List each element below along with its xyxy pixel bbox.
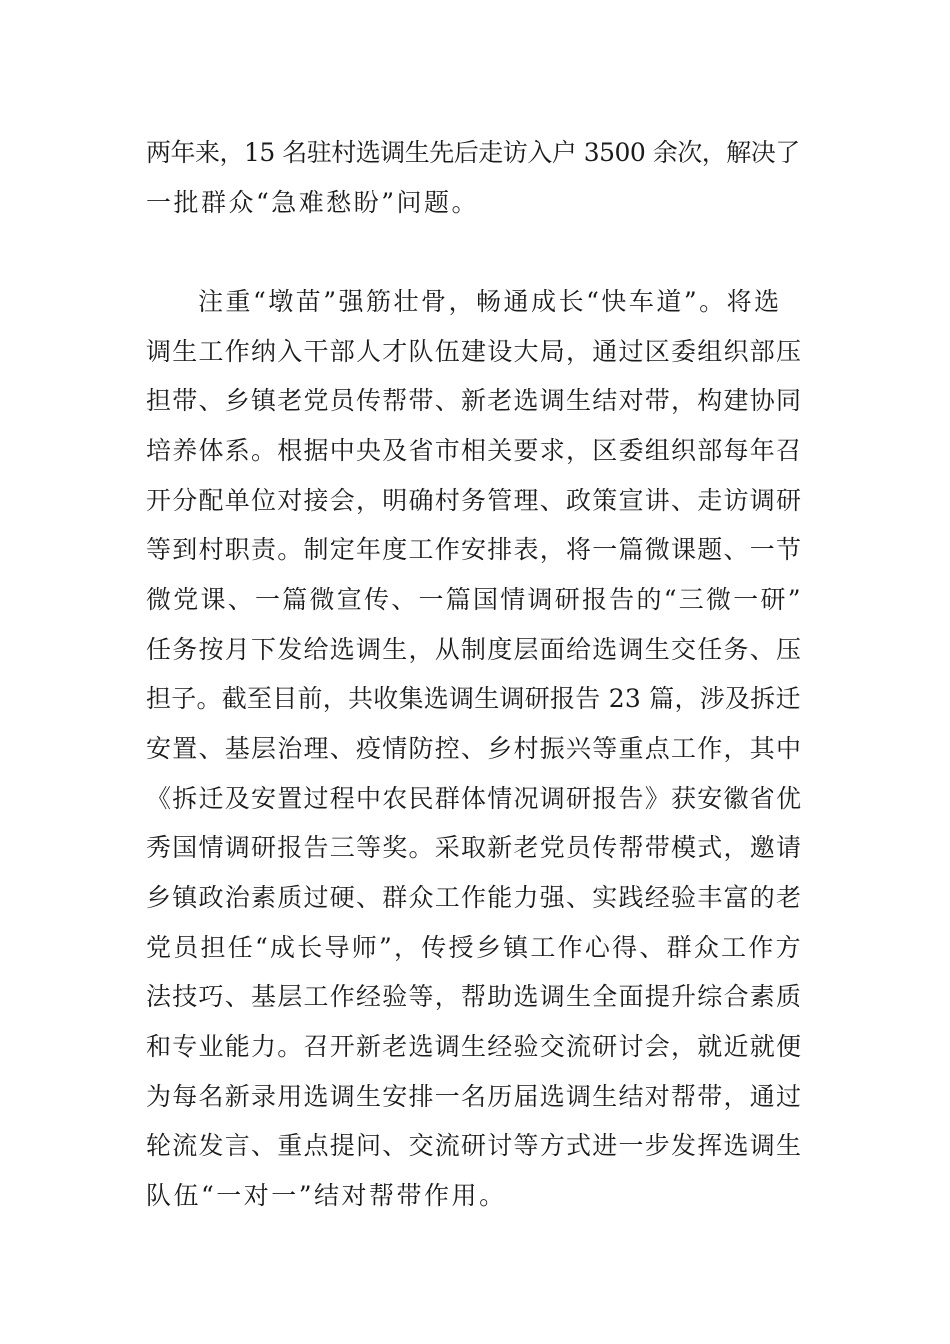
text-line: 调生工作纳入干部人才队伍建设大局，通过区委组织部压 <box>146 337 803 366</box>
text-line: 和专业能力。召开新老选调生经验交流研讨会，就近就便 <box>146 1032 803 1061</box>
text-line: 为每名新录用选调生安排一名历届选调生结对帮带，通过 <box>146 1082 803 1111</box>
text-line: 等到村职责。制定年度工作安排表，将一篇微课题、一节 <box>146 535 803 564</box>
text-line: 任务按月下发给选调生，从制度层面给选调生交任务、压 <box>146 635 803 664</box>
text-line: 培养体系。根据中央及省市相关要求，区委组织部每年召 <box>146 436 803 465</box>
text-line: 法技巧、基层工作经验等，帮助选调生全面提升综合素质 <box>146 982 803 1011</box>
text-line: 微党课、一篇微宣传、一篇国情调研报告的“三微一研” <box>146 585 803 614</box>
text-line: 注重“墩苗”强筋壮骨，畅通成长“快车道”。将选 <box>198 287 782 316</box>
text-line: 秀国情调研报告三等奖。采取新老党员传帮带模式，邀请 <box>146 833 803 862</box>
text-line: 乡镇政治素质过硬、群众工作能力强、实践经验丰富的老 <box>146 883 803 912</box>
text-line: 《拆迁及安置过程中农民群体情况调研报告》获安徽省优 <box>146 784 803 813</box>
text-line: 开分配单位对接会，明确村务管理、政策宣讲、走访调研 <box>146 486 803 515</box>
text-line: 一批群众“急难愁盼”问题。 <box>146 188 480 217</box>
text-line: 两年来，15 名驻村选调生先后走访入户 3500 余次，解决了 <box>146 138 800 167</box>
text-line: 队伍“一对一”结对帮带作用。 <box>146 1181 507 1210</box>
text-line: 轮流发言、重点提问、交流研讨等方式进一步发挥选调生 <box>146 1131 803 1160</box>
text-line: 担带、乡镇老党员传帮带、新老选调生结对带，构建协同 <box>146 386 803 415</box>
text-line: 安置、基层治理、疫情防控、乡村振兴等重点工作，其中 <box>146 734 803 763</box>
text-line: 党员担任“成长导师”，传授乡镇工作心得、群众工作方 <box>146 933 803 962</box>
text-line: 担子。截至目前，共收集选调生调研报告 23 篇，涉及拆迁 <box>146 684 801 713</box>
